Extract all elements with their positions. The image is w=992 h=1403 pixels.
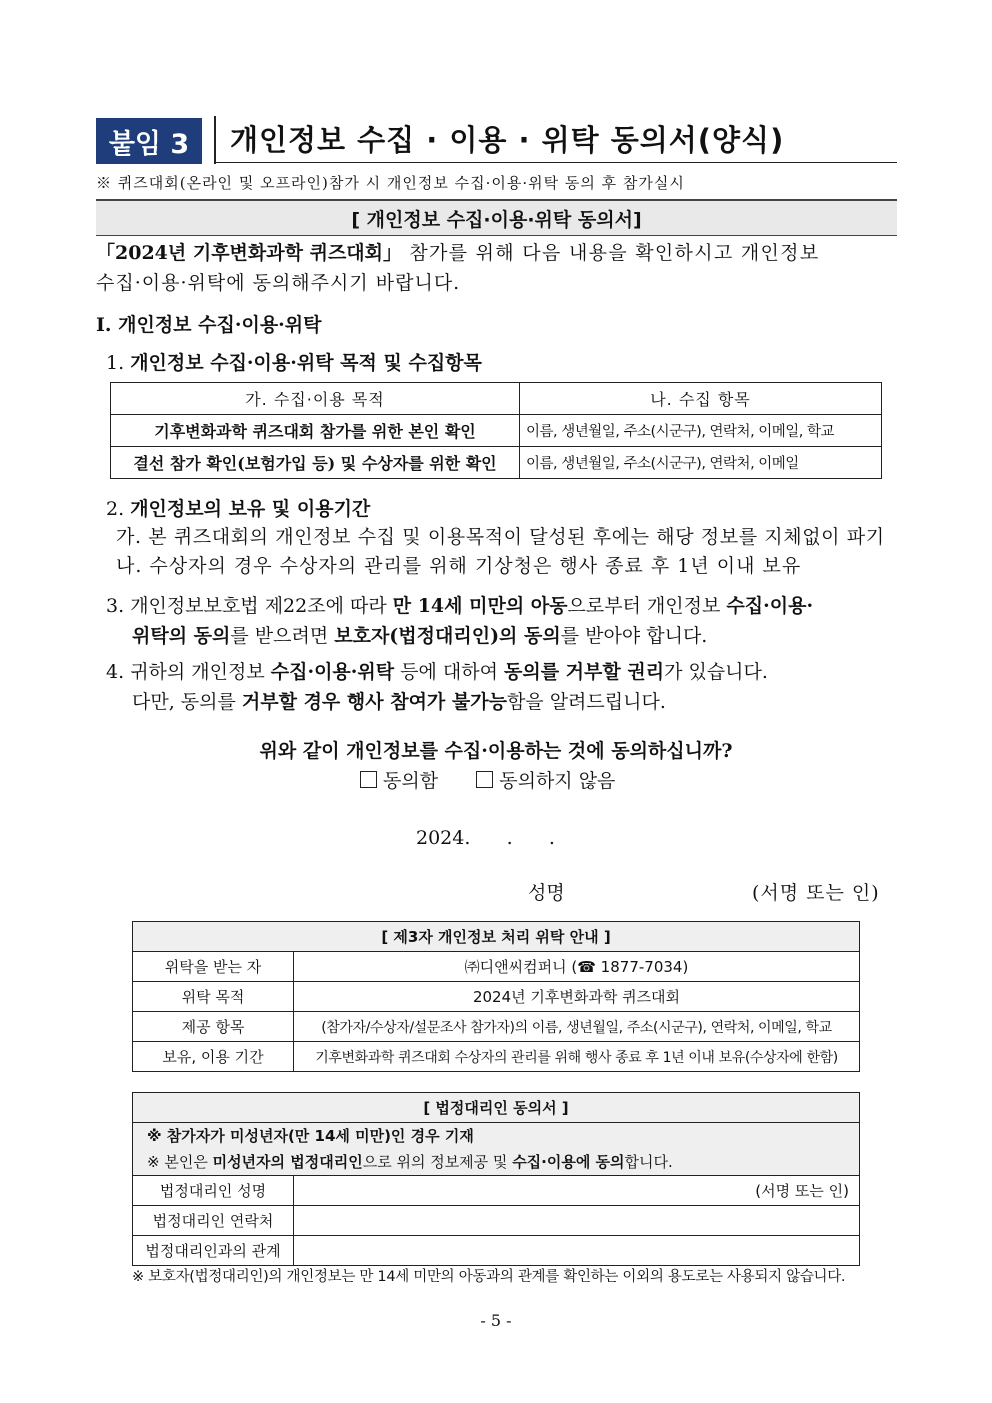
guardian-note-emphasis: 미성년자의 법정대리인 — [212, 1153, 363, 1171]
item4-text: 다만, 동의를 — [132, 691, 242, 713]
guardian-note2 — [147, 1149, 845, 1175]
item1-title: 개인정보 수집·이용·위탁 목적 및 수집항목 — [130, 352, 482, 374]
date-field[interactable]: 2024. . . — [416, 827, 555, 849]
participation-note: ※ 퀴즈대회(온라인 및 오프라인)참가 시 개인정보 수집·이용·위탁 동의 후 참가실시 — [96, 174, 685, 192]
retention-value: 기후변화과학 퀴즈대회 수상자의 관리를 위해 행사 종료 후 1년 이내 보유(수상자에 한함) — [294, 1042, 860, 1072]
table-cell-purpose: 기후변화과학 퀴즈대회 참가를 위한 본인 확인 — [111, 415, 520, 447]
guardian-name-field[interactable]: (서명 또는 인) — [294, 1176, 860, 1206]
title-divider — [214, 116, 216, 164]
table-header-purpose: 가. 수집·이용 목적 — [111, 383, 520, 415]
item1-number: 1. — [106, 352, 125, 374]
consignment-title: [ 제3자 개인정보 처리 위탁 안내 ] — [133, 922, 860, 952]
section-heading: Ⅰ. 개인정보 수집·이용·위탁 — [96, 314, 322, 336]
title-underline — [214, 162, 897, 163]
table-cell-purpose: 결선 참가 확인(보험가입 등) 및 수상자를 위한 확인 — [111, 447, 520, 479]
guardian-consent-table — [132, 1092, 860, 1266]
item3-text: 를 받으려면 — [230, 625, 335, 647]
table-row — [133, 1236, 860, 1266]
disagree-checkbox[interactable] — [476, 771, 493, 788]
intro-line2: 수집·이용·위탁에 동의해주시기 바랍니다. — [96, 272, 461, 294]
page-title: 개인정보 수집 · 이용 · 위탁 동의서(양식) — [230, 123, 785, 157]
item2-a: 가. 본 퀴즈대회의 개인정보 수집 및 이용목적이 달성된 후에는 해당 정보를 지체없이 파기 — [116, 526, 885, 548]
guardian-contact-field[interactable] — [294, 1206, 860, 1236]
guardian-contact-label: 법정대리인 연락처 — [133, 1206, 294, 1236]
collection-table — [110, 382, 882, 479]
guardian-name-label: 법정대리인 성명 — [133, 1176, 294, 1206]
item2-b: 나. 수상자의 경우 수상자의 관리를 위해 기상청은 행사 종료 후 1년 이내 보유 — [116, 555, 802, 577]
item3-emphasis: 보호자(법정대리인)의 동의 — [334, 625, 561, 647]
disagree-label: 동의하지 않음 — [499, 770, 616, 792]
guardian-note-text: ※ 본인은 — [147, 1153, 213, 1171]
purpose-value: 2024년 기후변화과학 퀴즈대회 — [294, 982, 860, 1012]
page-number: - 5 - — [480, 1311, 512, 1330]
table-header-items: 나. 수집 항목 — [520, 383, 882, 415]
agree-label: 동의함 — [383, 770, 439, 792]
items-label: 제공 항목 — [133, 1012, 294, 1042]
item4-emphasis: 거부할 경우 행사 참여가 불가능 — [241, 691, 507, 713]
retention-label: 보유, 이용 기간 — [133, 1042, 294, 1072]
item4-text: 가 있습니다. — [664, 661, 768, 683]
item4-text: 등에 대하여 — [394, 661, 504, 683]
item2-number: 2. — [106, 498, 125, 520]
item3-number: 3. — [106, 595, 125, 617]
table-cell-items: 이름, 생년월일, 주소(시군구), 연락처, 이메일 — [520, 447, 882, 479]
table-row — [133, 982, 860, 1012]
event-name: 「2024년 기후변화과학 퀴즈대회」 — [96, 242, 403, 264]
guardian-note-emphasis: 수집·이용에 동의 — [512, 1153, 625, 1171]
agree-checkbox[interactable] — [360, 771, 377, 788]
item4-emphasis: 수집·이용·위탁 — [270, 661, 395, 683]
guardian-note1: ※ 참가자가 미성년자(만 14세 미만)인 경우 기재 — [147, 1127, 474, 1145]
consent-options — [360, 766, 615, 796]
intro-line1: 참가를 위해 다음 내용을 확인하시고 개인정보 — [402, 242, 820, 264]
guardian-relation-label: 법정대리인과의 관계 — [133, 1236, 294, 1266]
table-row — [133, 952, 860, 982]
guardian-note-text: 합니다. — [624, 1153, 673, 1171]
item4-number: 4. — [106, 661, 125, 683]
consignment-table — [132, 921, 860, 1072]
items-value: (참가자/수상자/설문조사 참가자)의 이름, 생년월일, 주소(시군구), 연락처, 이메일, 학교 — [294, 1012, 860, 1042]
item3-text: 를 받아야 합니다. — [560, 625, 708, 647]
item4-text: 귀하의 개인정보 — [130, 661, 271, 683]
attachment-badge: 붙임 3 — [96, 118, 202, 164]
consignee-value: ㈜디앤씨컴퍼니 (☎ 1877-7034) — [294, 952, 860, 982]
table-cell-items: 이름, 생년월일, 주소(시군구), 연락처, 이메일, 학교 — [520, 415, 882, 447]
item3-emphasis: 위탁의 동의 — [132, 625, 231, 647]
table-row — [133, 1042, 860, 1072]
item4-emphasis: 동의를 거부할 권리 — [504, 661, 665, 683]
table-row — [111, 447, 882, 479]
item4-text: 함을 알려드립니다. — [506, 691, 666, 713]
item3-emphasis: 수집·이용· — [726, 595, 814, 617]
item3-text: 으로부터 개인정보 — [567, 595, 727, 617]
item2-title: 개인정보의 보유 및 이용기간 — [130, 498, 371, 520]
consent-question: 위와 같이 개인정보를 수집·이용하는 것에 동의하십니까? — [259, 740, 733, 762]
table-row — [133, 1206, 860, 1236]
table-row — [133, 1176, 860, 1206]
table-row — [111, 415, 882, 447]
footnote: ※ 보호자(법정대리인)의 개인정보는 만 14세 미만의 아동과의 관계를 확인하는 이외의 용도로는 사용되지 않습니다. — [132, 1269, 846, 1285]
item3-emphasis: 만 14세 미만의 아동 — [392, 595, 568, 617]
consent-form-banner: [ 개인정보 수집·이용·위탁 동의서] — [96, 199, 897, 236]
intro-paragraph — [96, 238, 901, 298]
signature-label: 성명 — [528, 882, 565, 904]
item3-text: 개인정보보호법 제22조에 따라 — [130, 595, 393, 617]
guardian-note-text: 으로 위의 정보제공 및 — [362, 1153, 513, 1171]
table-row — [133, 1012, 860, 1042]
consignee-label: 위탁을 받는 자 — [133, 952, 294, 982]
purpose-label: 위탁 목적 — [133, 982, 294, 1012]
item4-paragraph — [106, 657, 906, 717]
guardian-notes — [133, 1123, 860, 1176]
guardian-relation-field[interactable] — [294, 1236, 860, 1266]
item1-heading — [106, 348, 482, 378]
item2-heading — [106, 494, 370, 524]
guardian-title: [ 법정대리인 동의서 ] — [133, 1093, 860, 1123]
signature-hint[interactable]: (서명 또는 인) — [752, 882, 880, 904]
item3-paragraph — [106, 591, 906, 651]
